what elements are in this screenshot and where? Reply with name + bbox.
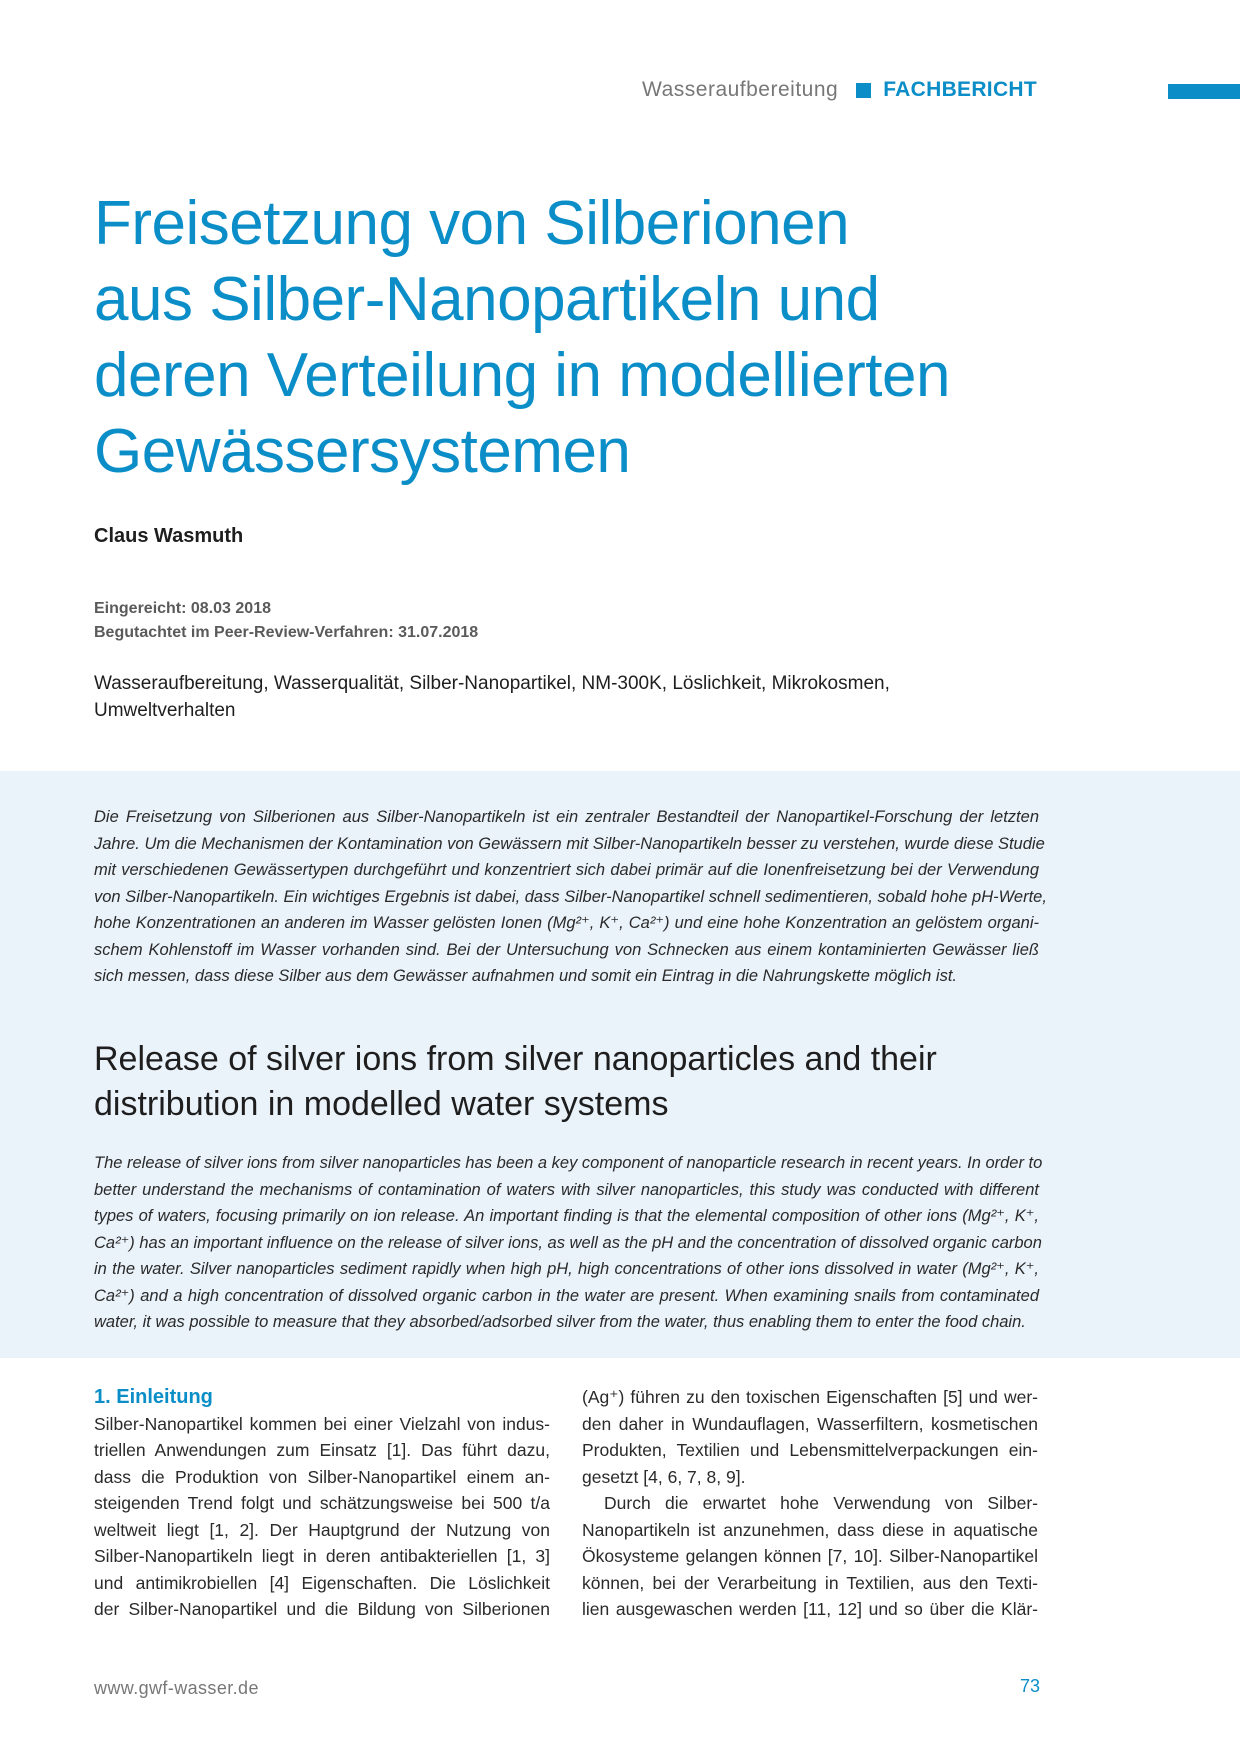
abstract-english xyxy=(94,1150,1043,1336)
body-column-left xyxy=(94,1384,550,1623)
body-line: triellen Anwendungen zum Einsatz [1]. Das führt dazu, xyxy=(94,1440,550,1460)
body-line: lien ausgewaschen werden [11, 12] und so über die Klär- xyxy=(582,1599,1038,1619)
abstract-en-line: water, it was possible to measure that they absorbed/adsorbed silver from the water, thus enabling them to enter the food chain. xyxy=(94,1313,1026,1331)
reviewed-date: Begutachtet im Peer-Review-Verfahren: 31.07.2018 xyxy=(94,624,479,641)
keywords-line: Umweltverhalten xyxy=(94,700,236,721)
author-name: Claus Wasmuth xyxy=(94,525,244,547)
abstract-en-line: in the water. Silver nanoparticles sediment rapidly when high pH, high concentrations of other ions dissolved in water (Mg²⁺, K⁺, xyxy=(94,1260,1039,1278)
header-square-marker xyxy=(856,83,871,98)
abstract-en-line: Ca²⁺) has an important influence on the release of silver ions, as well as the pH and the concentration of dissolved organic carbon xyxy=(94,1233,1042,1252)
section-heading: 1. Einleitung xyxy=(94,1386,213,1408)
body-line: und antimikrobiellen [4] Eigenschaften. Die Löslichkeit xyxy=(94,1572,550,1593)
review-dates xyxy=(94,597,478,645)
body-line: dass die Produktion von Silber-Nanopartikel einem an- xyxy=(94,1466,550,1487)
keywords-line: Wasseraufbereitung, Wasserqualität, Silber-Nanopartikel, NM-300K, Löslichkeit, Mikrokosmen, xyxy=(94,673,890,694)
body-line: der Silber-Nanopartikel und die Bildung von Silberionen xyxy=(94,1599,550,1619)
body-line: Produkten, Textilien und Lebensmittelverpackungen ein- xyxy=(582,1440,1038,1460)
body-line: gesetzt [4, 6, 7, 8, 9]. xyxy=(582,1466,746,1487)
abstract-en-line: Ca²⁺) and a high concentration of dissolved organic carbon in the water are present. When examining snails from contaminated xyxy=(94,1286,1039,1305)
article-title xyxy=(94,186,1094,490)
title-line: deren Verteilung in modellierten xyxy=(94,341,950,410)
english-title-line: distribution in modelled water systems xyxy=(94,1085,669,1123)
abstract-de-line: mit verschiedenen Gewässertypen durchgeführt und konzentriert sich dabei primär auf die Ionenfreisetzung bei der Verwendung xyxy=(94,861,1039,879)
abstract-en-line: types of waters, focusing primarily on ion release. An important finding is that the elemental composition of other ions (Mg²⁺, K⁺, xyxy=(94,1207,1039,1225)
body-line: Durch die erwartet hohe Verwendung von Silber- xyxy=(604,1493,1038,1513)
abstract-de-line: schem Kohlenstoff im Wasser vorhanden sind. Bei der Untersuchung von Schnecken aus einem kontaminierten Gewässer ließ xyxy=(94,940,1039,959)
title-line: Gewässersystemen xyxy=(94,417,631,486)
body-column-right xyxy=(582,1384,1038,1623)
abstract-de-line: Die Freisetzung von Silberionen aus Silber-Nanopartikeln ist ein zentraler Bestandteil der Nanopartikel-Forschung der letzten xyxy=(94,808,1039,826)
body-line: weltweit liegt [1, 2]. Der Hauptgrund der Nutzung von xyxy=(94,1519,550,1540)
running-header xyxy=(642,78,1037,102)
page-number: 73 xyxy=(1019,1676,1040,1696)
abstract-de-line: hohe Konzentrationen an anderen im Wasser gelösten Ionen (Mg²⁺, K⁺, Ca²⁺) und eine hohe Konzentration an gelöstem organi- xyxy=(94,914,1039,932)
english-title-line: Release of silver ions from silver nanoparticles and their xyxy=(94,1040,937,1078)
abstract-de-line: sich messen, dass diese Silber aus dem Gewässer aufnahmen und somit ein Eintrag in die Nahrungskette möglich ist. xyxy=(94,967,958,985)
body-line: (Ag⁺) führen zu den toxischen Eigenschaften [5] und wer- xyxy=(582,1387,1038,1407)
body-line: Nanopartikeln ist anzunehmen, dass diese in aquatische xyxy=(582,1519,1038,1540)
abstract-en-line: better understand the mechanisms of contamination of waters with silver nanoparticles, this study was conducted with different xyxy=(94,1180,1039,1199)
abstract-de-line: Jahre. Um die Mechanismen der Kontamination von Gewässern mit Silber-Nanopartikeln besser zu verstehen, wurde diese Studie xyxy=(94,834,1045,853)
body-line: Silber-Nanopartikel kommen bei einer Vielzahl von indus- xyxy=(94,1413,550,1434)
body-line: Ökosysteme gelangen können [7, 10]. Silber-Nanopartikel xyxy=(582,1546,1038,1566)
english-title xyxy=(94,1037,937,1127)
abstract-de-line: von Silber-Nanopartikeln. Ein wichtiges Ergebnis ist dabei, dass Silber-Nanopartikel schnell sedimentieren, sobald hohe pH-Werte, xyxy=(94,887,1047,906)
body-line: Silber-Nanopartikeln liegt in deren antibakteriellen [1, 3] xyxy=(94,1546,550,1566)
body-line: steigenden Trend folgt und schätzungsweise bei 500 t/a xyxy=(94,1493,550,1513)
title-line: aus Silber-Nanopartikeln und xyxy=(94,265,880,334)
keywords xyxy=(94,670,890,724)
body-line: können, bei der Verarbeitung in Textilien, aus den Texti- xyxy=(582,1572,1038,1593)
header-kind: FACHBERICHT xyxy=(883,78,1037,101)
edge-accent-bar xyxy=(1168,84,1240,99)
abstract-en-line: The release of silver ions from silver nanoparticles has been a key component of nanoparticle research in recent years. In order to xyxy=(94,1154,1043,1172)
submitted-date: Eingereicht: 08.03 2018 xyxy=(94,600,271,617)
header-section: Wasseraufbereitung xyxy=(642,78,839,101)
abstract-german xyxy=(94,804,1047,990)
title-line: Freisetzung von Silberionen xyxy=(94,189,850,258)
body-line: den daher in Wundauflagen, Wasserfiltern, kosmetischen xyxy=(582,1413,1038,1434)
footer-website-link[interactable]: www.gwf-wasser.de xyxy=(94,1678,259,1698)
